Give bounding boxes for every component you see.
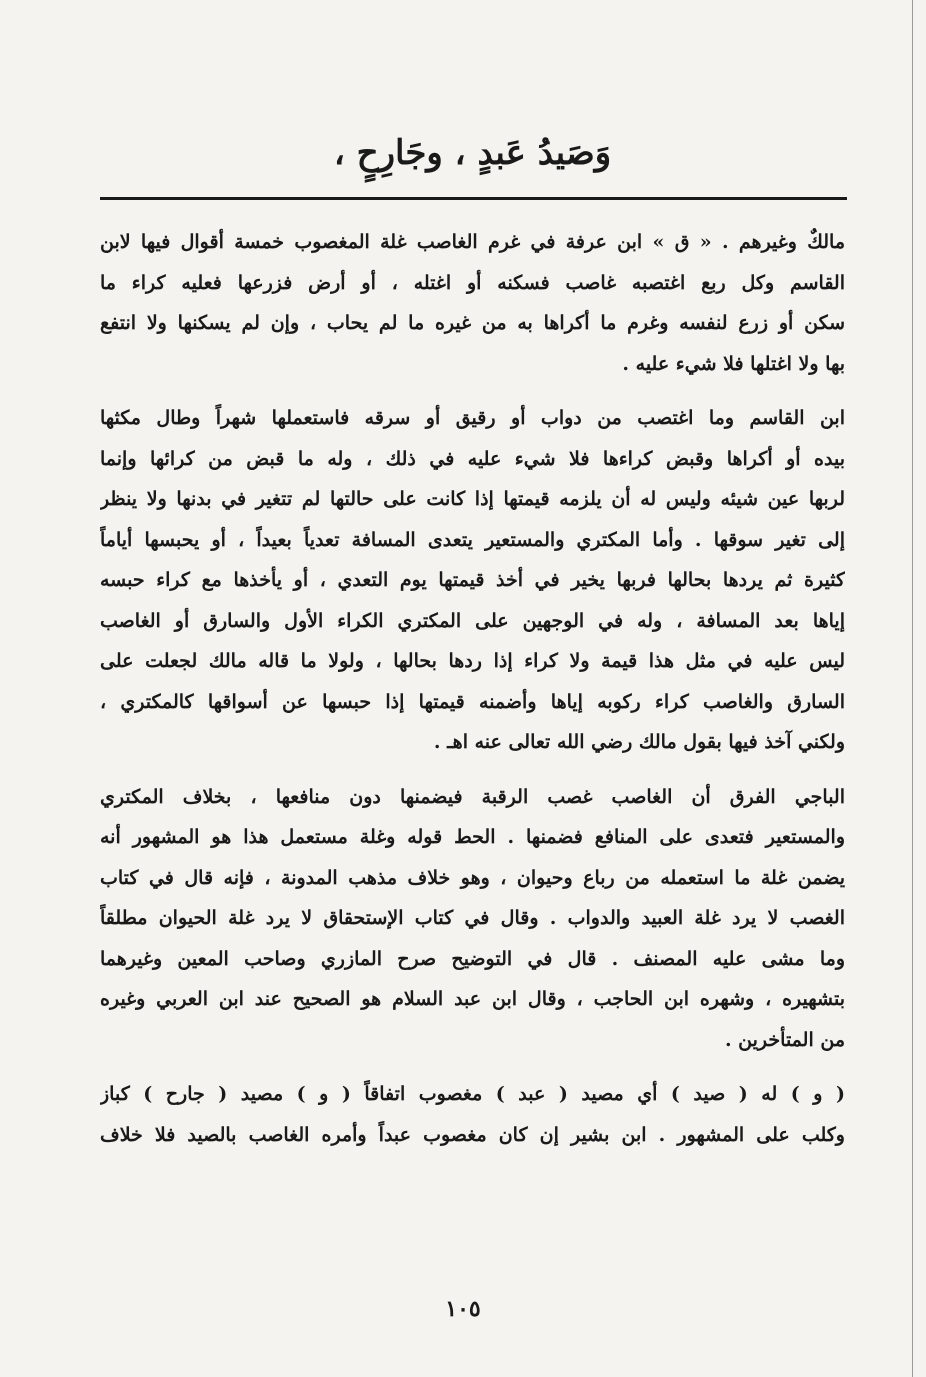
paragraph-2 bbox=[100, 398, 845, 763]
text-line: مالكٌ وغيرهم . « ق » ابن عرفة في غرم الغاصب غلة المغصوب خمسة أقوال فيها لابن bbox=[100, 231, 845, 253]
text-line: ليس عليه في مثل هذا قيمة ولا كراء إذا ردها بحالها ، ولولا ما قاله مالك لجعلت على bbox=[100, 650, 845, 672]
paragraph-3 bbox=[100, 777, 845, 1061]
body-text bbox=[100, 222, 845, 1169]
text-line: وكلب على المشهور . ابن بشير إن كان مغصوب عبداً وأمره الغاصب بالصيد فلا خلاف bbox=[100, 1123, 845, 1146]
header-rule bbox=[100, 197, 847, 200]
text-line: بها ولا اغتلها فلا شيء عليه . bbox=[622, 352, 845, 375]
text-line: ولكني آخذ فيها بقول مالك رضي الله تعالى عنه اهـ . bbox=[433, 731, 845, 753]
text-line: إلى تغير سوقها . وأما المكتري والمستعير يتعدى المسافة تعدياً بعيداً ، أو يحبسها أياماً bbox=[100, 528, 845, 551]
paragraph-1 bbox=[100, 222, 845, 384]
running-head: وَصَيدُ عَبدٍ ، وجَارِحٍ ، bbox=[333, 133, 612, 173]
text-line: من المتأخرين . bbox=[724, 1028, 845, 1051]
text-line: السارق والغاصب كراء ركوبه إياها وأضمنه قيمتها إذا حبسها عن أسواقها كالمكتري ، bbox=[100, 690, 845, 713]
text-line: لربها عين شيئه وليس له أن يلزمه قيمتها إذا كانت على حالتها لم تتغير في بدنها ولا ينظر bbox=[100, 488, 845, 510]
text-line: إياها بعد المسافة ، وله في الوجهين على المكتري الكراء الأول والسارق أو الغاصب bbox=[100, 609, 845, 632]
text-line: القاسم وكل ربع اغتصبه غاصب فسكنه أو اغتله ، أو أرض فزرعها فعليه كراء ما bbox=[100, 271, 845, 294]
text-line: سكن أو زرع لنفسه وغرم ما أكراها به من غيره ما لم يحاب ، وإن لم يسكنها ولا انتفع bbox=[100, 312, 845, 334]
text-line: بتشهيره ، وشهره ابن الحاجب ، وقال ابن عبد السلام هو الصحيح عند ابن العربي وغيره bbox=[100, 988, 845, 1010]
text-line: الغصب لا يرد غلة العبيد والدواب . وقال في كتاب الإستحقاق لا يرد غلة الحيوان مطلقاً bbox=[100, 907, 845, 929]
text-line: يضمن غلة ما استعمله من رباع وحيوان ، وهو خلاف مذهب المدونة ، فإنه قال في كتاب bbox=[100, 866, 845, 889]
text-line: وما مشى عليه المصنف . قال في التوضيح صرح المازري وصاحب المعين وغيرهما bbox=[100, 947, 845, 970]
text-line: والمستعير فتعدى على المنافع فضمنها . الحط قوله وغلة مستعمل هذا هو المشهور أنه bbox=[100, 826, 845, 848]
text-line: بيده أو أكراها وقبض كراءها فلا شيء عليه في ذلك ، وله ما قبض من كرائها وإنما bbox=[100, 447, 845, 470]
text-line: ابن القاسم وما اغتصب من دواب أو رقيق أو سرقه فاستعملها شهراً وطال مكثها bbox=[100, 407, 845, 429]
text-line: الباجي الفرق أن الغاصب غصب الرقبة فيضمنها دون منافعها ، بخلاف المكتري bbox=[100, 785, 845, 808]
page-number: ١٠٥ bbox=[445, 1296, 481, 1322]
paragraph-4 bbox=[100, 1074, 845, 1155]
page-edge-line bbox=[912, 0, 913, 1377]
text-line: ( و ) له ( صيد ) أي مصيد ( عبد ) مغصوب اتفاقاً ( و ) مصيد ( جارح ) كباز bbox=[100, 1083, 845, 1105]
text-line: كثيرة ثم يردها بحالها فربها يخير في أخذ قيمتها يوم التعدي ، أو يأخذها مع كراء حبسه bbox=[100, 569, 845, 591]
